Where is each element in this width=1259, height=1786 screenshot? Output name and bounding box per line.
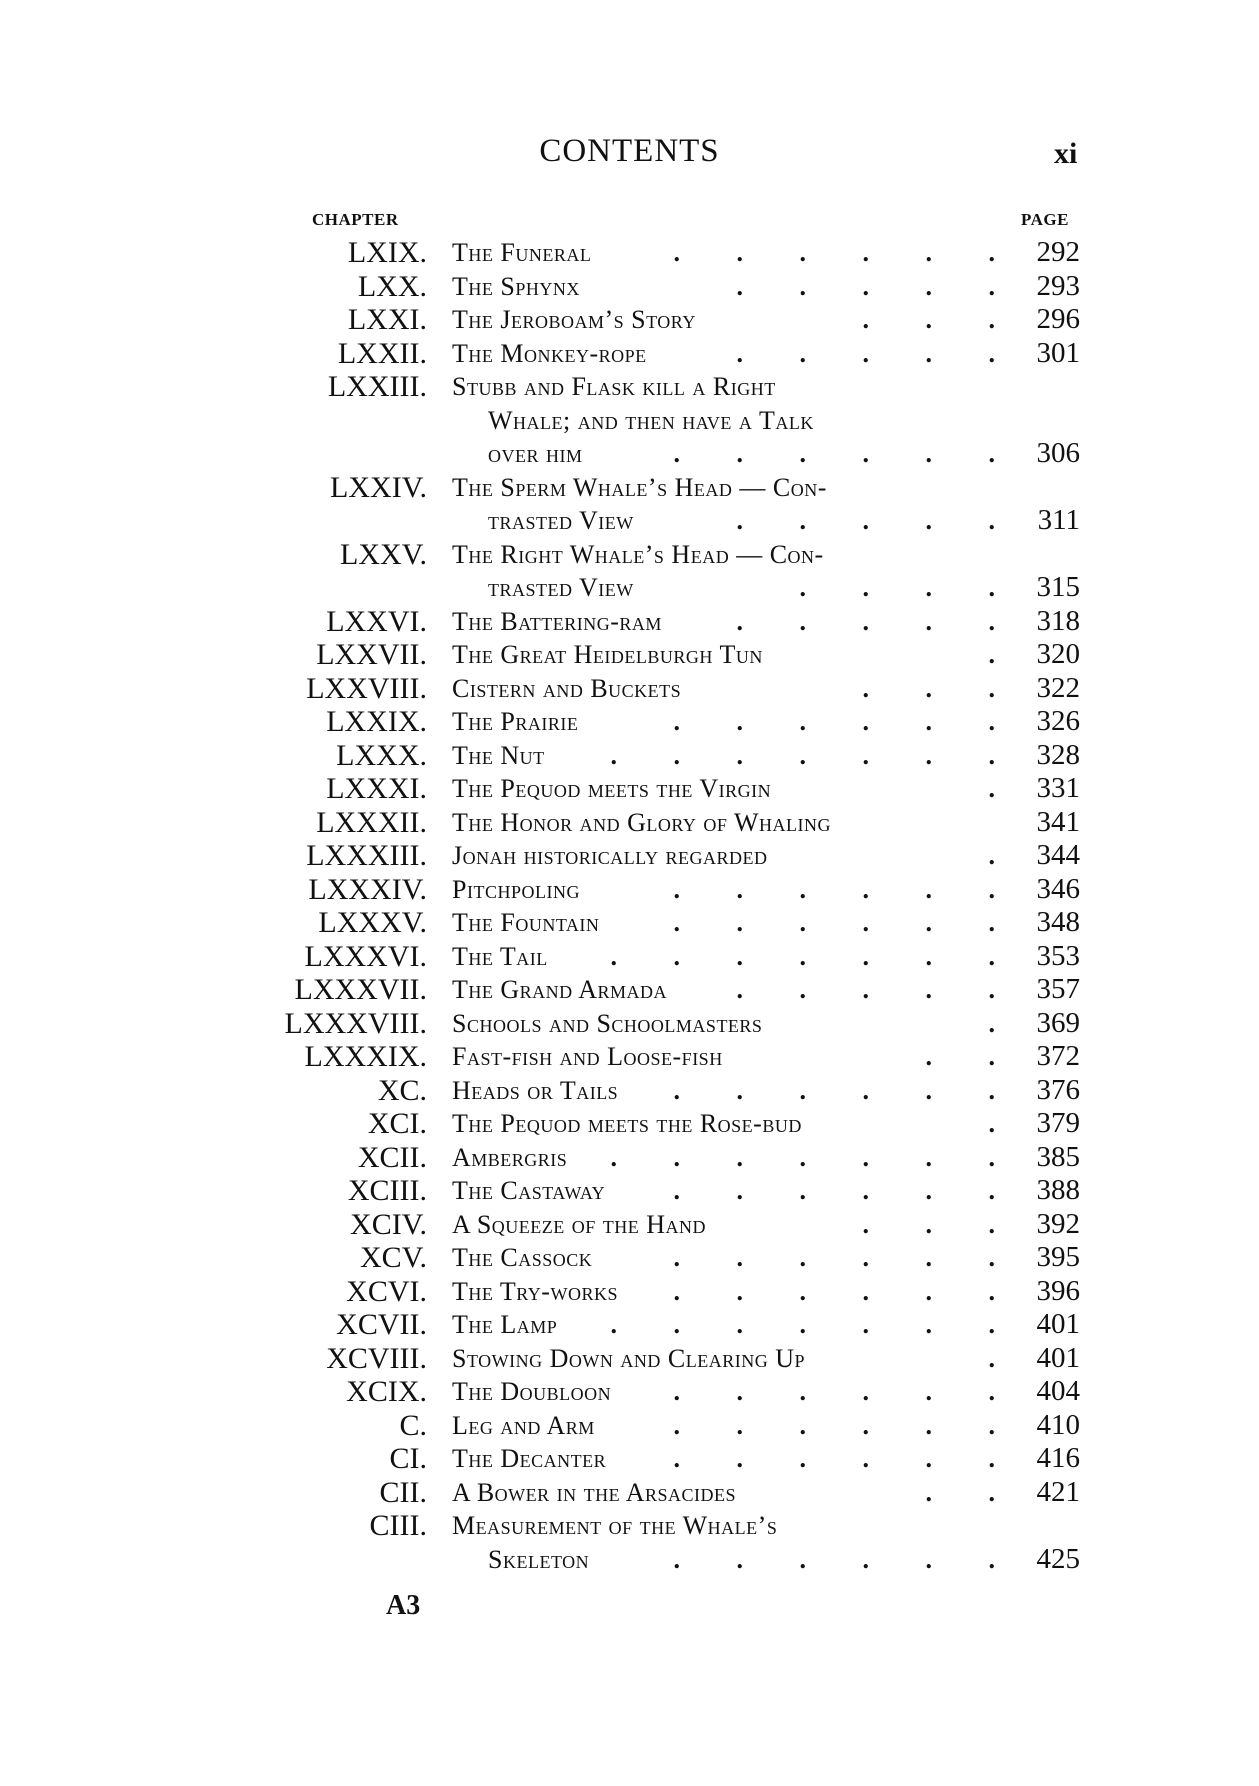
page-ref: 348 <box>1036 906 1080 938</box>
chapter-number: LXXVI. <box>326 604 427 638</box>
chapter-title: The Try-works <box>452 1276 618 1306</box>
page-ref: 320 <box>1036 638 1080 670</box>
dot-leader: . . . . . <box>736 271 1020 301</box>
chapter-title: The Battering-ram <box>452 606 662 636</box>
page-ref: 410 <box>1036 1408 1080 1441</box>
dot-leader: . . . . . . . <box>610 941 1020 971</box>
toc-line <box>0 236 1259 270</box>
toc-line <box>0 437 1259 471</box>
chapter-title: Whale; and then have a Talk <box>488 405 814 435</box>
chapter-number: XCI. <box>367 1107 427 1140</box>
page-ref: 385 <box>1036 1140 1080 1173</box>
chapter-number: XCVI. <box>346 1274 427 1308</box>
page-ref: 425 <box>1036 1542 1080 1575</box>
dot-leader: . . . . . . <box>673 1377 1020 1406</box>
chapter-number: LXXVIII. <box>306 671 427 705</box>
chapter-title: Pitchpoling <box>452 874 580 904</box>
dot-leader: . <box>988 1343 1020 1373</box>
chapter-number: XCIV. <box>350 1207 427 1241</box>
page-ref: 293 <box>1036 269 1080 302</box>
chapter-number: LXXV. <box>340 537 427 571</box>
page-column-header: PAGE <box>1021 210 1069 229</box>
page-ref: 372 <box>1036 1040 1080 1072</box>
toc-line <box>0 404 1259 438</box>
toc-line <box>0 638 1259 672</box>
chapter-title: The Decanter <box>452 1444 607 1473</box>
toc-line <box>0 1308 1259 1342</box>
chapter-number: LXXXIII. <box>306 839 427 872</box>
page-ref: 326 <box>1036 705 1080 737</box>
chapter-number: LXX. <box>357 269 427 303</box>
page-ref: 401 <box>1036 1341 1080 1374</box>
chapter-title: The Pequod meets the Virgin <box>452 774 772 803</box>
page-ref: 328 <box>1036 738 1080 771</box>
printer-signature: A3 <box>386 1590 421 1621</box>
dot-leader: . . . . . . <box>673 874 1020 904</box>
toc-line <box>0 605 1259 639</box>
chapter-title: Schools and Schoolmasters <box>452 1008 763 1038</box>
page-ref: 331 <box>1036 772 1080 804</box>
toc-line <box>0 672 1259 706</box>
chapter-title: trasted View <box>488 573 634 602</box>
chapter-title: The Prairie <box>452 707 579 736</box>
chapter-title: The Pequod meets the Rose-bud <box>452 1109 802 1138</box>
page-number: xi <box>1054 137 1078 170</box>
chapter-number: CIII. <box>369 1509 427 1542</box>
chapter-number: LXXXVIII. <box>284 1006 427 1040</box>
dot-leader: . . . . . <box>736 606 1020 636</box>
chapter-number: C. <box>399 1408 427 1442</box>
page-ref: 376 <box>1036 1073 1080 1106</box>
toc-line <box>0 1007 1259 1041</box>
page-ref: 318 <box>1036 604 1080 637</box>
toc-line <box>0 1040 1259 1074</box>
toc-line <box>0 270 1259 304</box>
toc-line <box>0 1375 1259 1409</box>
dot-leader: . . . . . <box>736 975 1020 1004</box>
chapter-number: LXXIV. <box>330 470 427 504</box>
chapter-number: XCIII. <box>347 1174 427 1207</box>
page-title: CONTENTS <box>539 133 720 169</box>
page-ref: 306 <box>1036 437 1080 469</box>
dot-leader: . . . . . . . <box>610 740 1020 770</box>
page-ref: 416 <box>1036 1442 1080 1474</box>
chapter-title: The Sperm Whale’s Head — Con- <box>452 472 827 502</box>
page-ref: 346 <box>1036 872 1080 905</box>
chapter-title: A Squeeze of the Hand <box>452 1209 707 1239</box>
chapter-title: The Fountain <box>452 908 600 937</box>
toc-line <box>0 806 1259 840</box>
chapter-title: Measurement of the Whale’s <box>452 1511 778 1540</box>
dot-leader: . <box>988 1109 1020 1138</box>
chapter-number: XCVII. <box>336 1308 427 1341</box>
toc-line <box>0 1074 1259 1108</box>
dot-leader: . . . . . . <box>673 908 1020 937</box>
chapter-title: The Great Heidelburgh Tun <box>452 640 763 669</box>
chapter-title: Cistern and Buckets <box>452 673 682 703</box>
dot-leader: . . . . . . <box>673 1444 1020 1473</box>
chapter-title: Stubb and Flask kill a Right <box>452 372 776 401</box>
chapter-number: LXXIII. <box>327 370 427 403</box>
dot-leader: . . . . . . <box>673 1075 1020 1105</box>
chapter-title: Leg and Arm <box>452 1410 595 1440</box>
chapter-column-header: CHAPTER <box>312 210 399 229</box>
chapter-number: XCV. <box>360 1241 427 1274</box>
dot-leader: . . . . . . <box>673 1243 1020 1272</box>
toc-line <box>0 906 1259 940</box>
toc-line <box>0 705 1259 739</box>
page-ref: 322 <box>1036 671 1080 704</box>
toc-line <box>0 1543 1259 1577</box>
toc-line <box>0 1342 1259 1376</box>
chapter-title: Heads or Tails <box>452 1075 619 1105</box>
page-ref: 296 <box>1036 303 1080 335</box>
dot-leader: . . . . . . <box>673 439 1020 468</box>
toc-line <box>0 571 1259 605</box>
page-ref: 341 <box>1036 805 1080 838</box>
toc-line <box>0 303 1259 337</box>
toc-line <box>0 1208 1259 1242</box>
dot-leader: . . . . . <box>736 506 1020 535</box>
chapter-title: A Bower in the Arsacides <box>452 1477 737 1507</box>
toc-line <box>0 337 1259 371</box>
chapter-title: Skeleton <box>488 1544 590 1574</box>
chapter-title: The Honor and Glory of Whaling <box>452 807 831 837</box>
page-ref: 301 <box>1036 336 1080 369</box>
chapter-number: LXIX. <box>347 236 427 269</box>
dot-leader: . . . <box>862 1209 1020 1239</box>
chapter-number: LXXX. <box>336 738 427 772</box>
dot-leader: . . . . . <box>736 338 1020 368</box>
chapter-number: LXXII. <box>337 336 427 370</box>
dot-leader: . <box>988 1008 1020 1038</box>
chapter-title: Jonah historically regarded <box>452 841 768 870</box>
chapter-number: LXXXV. <box>318 906 427 939</box>
page-ref: 369 <box>1036 1006 1080 1039</box>
page-ref: 421 <box>1036 1475 1080 1508</box>
chapter-title: The Lamp <box>452 1310 558 1339</box>
chapter-number: XCVIII. <box>326 1341 427 1375</box>
toc-line <box>0 471 1259 505</box>
chapter-title: The Castaway <box>452 1176 606 1205</box>
chapter-title: The Sphynx <box>452 271 580 301</box>
dot-leader: . . . . <box>799 573 1020 602</box>
chapter-title: The Cassock <box>452 1243 593 1272</box>
page-ref: 396 <box>1036 1274 1080 1307</box>
toc-line <box>0 940 1259 974</box>
chapter-number: LXXXVII. <box>294 973 427 1006</box>
chapter-title: The Monkey-rope <box>452 338 647 368</box>
chapter-number: XCII. <box>357 1140 427 1174</box>
toc-line <box>0 839 1259 873</box>
toc-line <box>0 1275 1259 1309</box>
toc-line <box>0 370 1259 404</box>
page-ref: 379 <box>1036 1107 1080 1139</box>
chapter-number: LXXIX. <box>326 705 427 738</box>
dot-leader: . . . . . . <box>673 707 1020 736</box>
dot-leader: . <box>988 774 1020 803</box>
chapter-title: over him <box>488 439 583 468</box>
dot-leader: . . . . . . <box>673 238 1020 267</box>
page-ref: 404 <box>1036 1375 1080 1407</box>
chapter-title: trasted View <box>488 506 634 535</box>
toc-line <box>0 504 1259 538</box>
toc-line <box>0 1509 1259 1543</box>
dot-leader: . . . <box>862 673 1020 703</box>
chapter-title: The Tail <box>452 941 548 971</box>
page-ref: 311 <box>1037 504 1080 536</box>
chapter-number: XCIX. <box>346 1375 427 1408</box>
toc-line <box>0 1476 1259 1510</box>
chapter-number: LXXXII. <box>316 805 427 839</box>
toc-line <box>0 1107 1259 1141</box>
chapter-number: LXXVII. <box>316 638 427 671</box>
chapter-number: LXXXVI. <box>304 939 427 973</box>
chapter-title: The Funeral <box>452 238 592 267</box>
page-ref: 344 <box>1036 839 1080 871</box>
toc-line <box>0 1241 1259 1275</box>
chapter-number: CI. <box>389 1442 427 1475</box>
chapter-number: XC. <box>377 1073 427 1107</box>
chapter-number: LXXXIX. <box>304 1040 427 1073</box>
dot-leader: . . <box>925 1477 1020 1507</box>
toc-line <box>0 739 1259 773</box>
dot-leader: . . . . . . <box>673 1544 1020 1574</box>
dot-leader: . <box>988 640 1020 669</box>
dot-leader: . . . <box>862 305 1020 334</box>
toc-line <box>0 1141 1259 1175</box>
page-ref: 292 <box>1036 236 1080 268</box>
page-ref: 395 <box>1036 1241 1080 1273</box>
page-ref: 315 <box>1036 571 1080 603</box>
dot-leader: . . . . . . <box>673 1176 1020 1205</box>
dot-leader: . <box>988 841 1020 870</box>
page-ref: 388 <box>1036 1174 1080 1206</box>
page-ref: 401 <box>1036 1308 1080 1340</box>
toc-line <box>0 1409 1259 1443</box>
table-of-contents <box>0 236 1259 1576</box>
dot-leader: . . <box>925 1042 1020 1071</box>
toc-line <box>0 873 1259 907</box>
chapter-title: The Nut <box>452 740 545 770</box>
chapter-number: LXXXI. <box>326 772 427 805</box>
chapter-title: The Jeroboam’s Story <box>452 305 696 334</box>
chapter-number: LXXI. <box>347 303 427 336</box>
chapter-title: Fast-fish and Loose-fish <box>452 1042 723 1071</box>
toc-line <box>0 772 1259 806</box>
chapter-number: CII. <box>379 1475 427 1509</box>
dot-leader: . . . . . . <box>673 1276 1020 1306</box>
chapter-number: LXXXIV. <box>308 872 427 906</box>
page-ref: 353 <box>1036 939 1080 972</box>
chapter-title: The Doubloon <box>452 1377 612 1406</box>
dot-leader: . . . . . . . <box>610 1142 1020 1172</box>
dot-leader: . . . . . . . <box>610 1310 1020 1339</box>
page-ref: 392 <box>1036 1207 1080 1240</box>
chapter-title: Stowing Down and Clearing Up <box>452 1343 805 1373</box>
toc-line <box>0 538 1259 572</box>
toc-line <box>0 1442 1259 1476</box>
toc-line <box>0 973 1259 1007</box>
chapter-title: The Right Whale’s Head — Con- <box>452 539 824 569</box>
chapter-title: Ambergris <box>452 1142 568 1172</box>
chapter-title: The Grand Armada <box>452 975 668 1004</box>
page-ref: 357 <box>1036 973 1080 1005</box>
toc-line <box>0 1174 1259 1208</box>
dot-leader: . . . . . . <box>673 1410 1020 1440</box>
